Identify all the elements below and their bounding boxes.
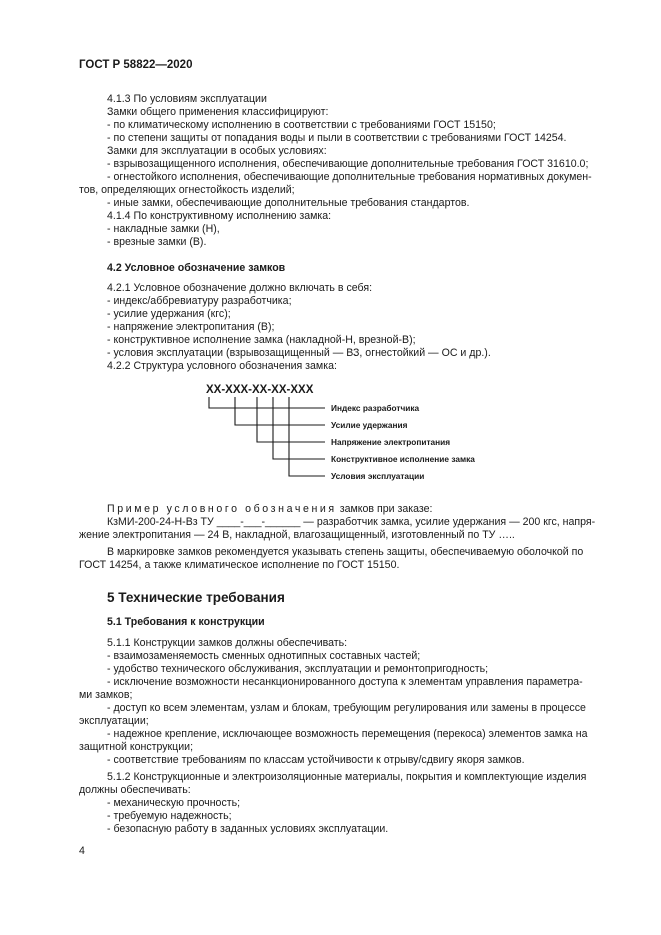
clause-4-1-4: 4.1.4 По конструктивному исполнению замка: bbox=[107, 210, 332, 222]
list-item: - механическую прочность; bbox=[107, 797, 241, 809]
list-item: - надежное крепление, исключающее возможность перемещения (перекоса) элементов замка на bbox=[107, 728, 588, 740]
text-line: ГОСТ 14254, а также климатическое исполнение по ГОСТ 15150. bbox=[79, 559, 400, 571]
example-spaced-label: Пример условного обозначения bbox=[107, 503, 337, 515]
diagram-label-design-version: Конструктивное исполнение замка bbox=[331, 454, 475, 464]
list-item: - иные замки, обеспечивающие дополнительные требования стандартов. bbox=[107, 197, 470, 209]
list-item: - исключение возможности несанкционированного доступа к элементам управления параметра- bbox=[107, 676, 583, 688]
text-line: В маркировке замков рекомендуется указывать степень защиты, обеспечиваемую оболочкой по bbox=[107, 546, 584, 558]
section-heading-4-2: 4.2 Условное обозначение замков bbox=[107, 262, 286, 274]
example-text: КзМИ-200-24-Н-Вз ТУ ____-___-______ — разработчик замка, усилие удержания — 200 кгс, напря- bbox=[107, 516, 596, 528]
list-item: - взрывозащищенного исполнения, обеспечивающие дополнительные требования ГОСТ 31610.0; bbox=[107, 158, 589, 170]
text-line: Замки для эксплуатации в особых условиях: bbox=[107, 145, 327, 157]
clause-4-2-1: 4.2.1 Условное обозначение должно включать в себя: bbox=[107, 282, 373, 294]
example-line bbox=[107, 503, 432, 516]
list-item: - конструктивное исполнение замка (накладной-Н, врезной-В); bbox=[107, 334, 416, 346]
text-line: защитной конструкции; bbox=[79, 741, 194, 753]
clause-5-1-1: 5.1.1 Конструкции замков должны обеспечивать: bbox=[107, 637, 348, 649]
text-line: тов, определяющих огнестойкость изделий; bbox=[79, 184, 295, 196]
list-item: - требуемую надежность; bbox=[107, 810, 232, 822]
list-item: - индекс/аббревиатуру разработчика; bbox=[107, 295, 292, 307]
list-item: - по климатическому исполнению в соответствии с требованиями ГОСТ 15150; bbox=[107, 119, 496, 131]
list-item: - по степени защиты от попадания воды и пыли в соответствии с требованиями ГОСТ 14254. bbox=[107, 132, 567, 144]
designation-structure-diagram bbox=[195, 382, 495, 490]
list-item: - соответствие требованиям по классам устойчивости к отрыву/сдвигу якоря замков. bbox=[107, 754, 525, 766]
text-line: эксплуатации; bbox=[79, 715, 149, 727]
text-line: ми замков; bbox=[79, 689, 133, 701]
list-item: - взаимозаменяемость сменных однотипных составных частей; bbox=[107, 650, 421, 662]
diagram-label-supply-voltage: Напряжение электропитания bbox=[331, 437, 451, 447]
text-line: должны обеспечивать: bbox=[79, 784, 191, 796]
clause-4-1-3: 4.1.3 По условиям эксплуатации bbox=[107, 93, 267, 105]
example-tail: замков при заказе: bbox=[339, 503, 433, 515]
list-item: - доступ ко всем элементам, узлам и блокам, требующим регулирования или замены в процессе bbox=[107, 702, 586, 714]
list-item: - условия эксплуатации (взрывозащищенный — ВЗ, огнестойкий — ОС и др.). bbox=[107, 347, 491, 359]
section-heading-5: 5 Технические требования bbox=[107, 590, 285, 605]
list-item: - врезные замки (В). bbox=[107, 236, 207, 248]
page-number: 4 bbox=[79, 845, 85, 857]
diagram-label-operating-conditions: Условия эксплуатации bbox=[331, 471, 425, 481]
document-header: ГОСТ Р 58822—2020 bbox=[79, 59, 193, 71]
list-item: - напряжение электропитания (В); bbox=[107, 321, 275, 333]
diagram-label-developer-index: Индекс разработчика bbox=[331, 403, 420, 413]
text-line: Замки общего применения классифицируют: bbox=[107, 106, 329, 118]
list-item: - накладные замки (Н), bbox=[107, 223, 220, 235]
diagram-label-holding-force: Усилие удержания bbox=[331, 420, 408, 430]
list-item: - удобство технического обслуживания, эксплуатации и ремонтопригодность; bbox=[107, 663, 489, 675]
list-item: - безопасную работу в заданных условиях эксплуатации. bbox=[107, 823, 389, 835]
clause-5-1-2: 5.1.2 Конструкционные и электроизоляционные материалы, покрытия и комплектующие изделия bbox=[107, 771, 587, 783]
section-heading-5-1: 5.1 Требования к конструкции bbox=[107, 616, 265, 628]
list-item: - усилие удержания (кгс); bbox=[107, 308, 231, 320]
list-item: - огнестойкого исполнения, обеспечивающие дополнительные требования нормативных докумен- bbox=[107, 171, 592, 183]
example-text: жение электропитания — 24 В, накладной, влагозащищенный, изготовленный по ТУ ….. bbox=[79, 529, 515, 541]
clause-4-2-2: 4.2.2 Структура условного обозначения замка: bbox=[107, 360, 337, 372]
designation-code: XX-XXX-XX-XX-XXX bbox=[206, 384, 314, 396]
